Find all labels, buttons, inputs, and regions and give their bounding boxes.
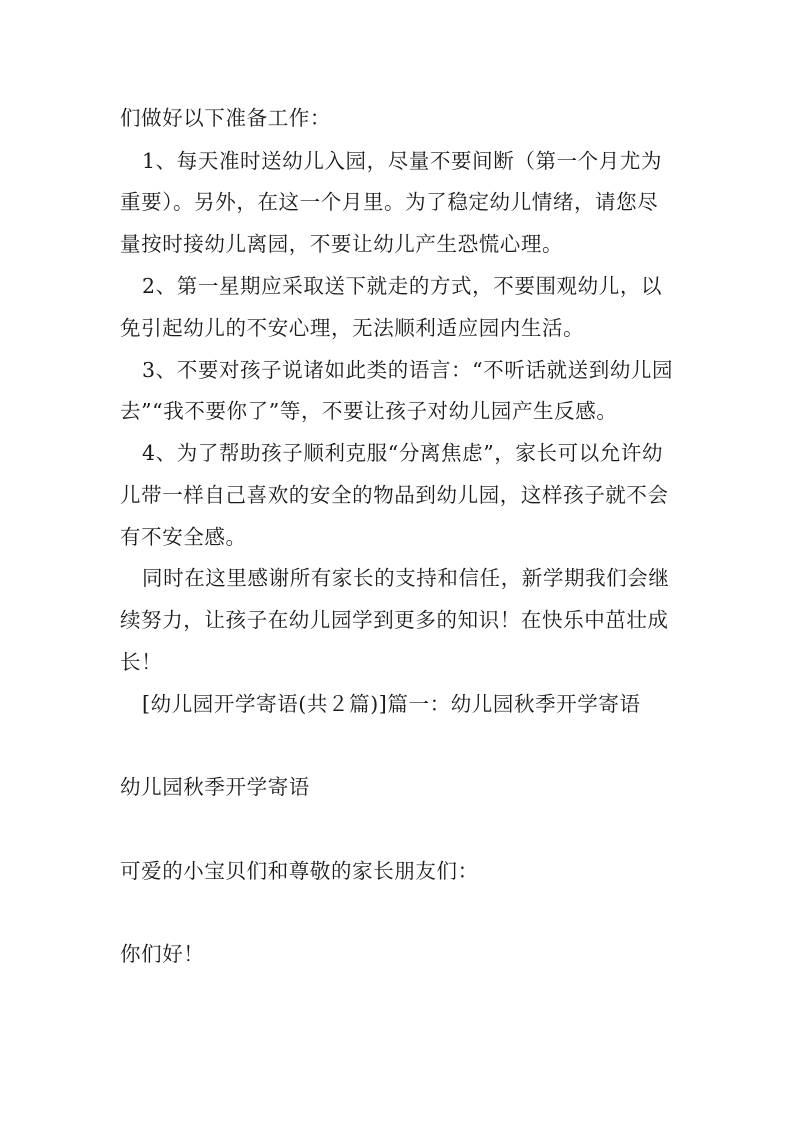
paragraph-line: 们做好以下准备工作： — [120, 106, 331, 130]
salutation: 可爱的小宝贝们和尊敬的家长朋友们： — [120, 859, 479, 883]
article-title: 幼儿园秋季开学寄语 — [120, 775, 310, 799]
closing-paragraph-line: 续努力，让孩子在幼儿园学到更多的知识！在快乐中茁壮成 — [120, 608, 669, 632]
list-item-3-line: 去”“我不要你了”等，不要让孩子对幼儿园产生反感。 — [120, 399, 618, 423]
section-heading: [幼儿园开学寄语(共２篇)]篇一：幼儿园秋季开学寄语 — [142, 692, 641, 716]
list-item-4-line: 有不安全感。 — [120, 525, 247, 549]
list-item-2-line: 免引起幼儿的不安心理，无法顺利适应园内生活。 — [120, 316, 585, 340]
list-item-3-line: 3、不要对孩子说诸如此类的语言：“不听话就送到幼儿园 — [142, 358, 674, 382]
closing-paragraph-line: 同时在这里感谢所有家长的支持和信任，新学期我们会继 — [142, 566, 670, 590]
greeting: 你们好！ — [120, 942, 205, 966]
list-item-1-line: 量按时接幼儿离园，不要让幼儿产生恐慌心理。 — [120, 232, 564, 256]
list-item-2-line: 2、第一星期应采取送下就走的方式，不要围观幼儿，以 — [142, 274, 663, 298]
closing-paragraph-line: 长！ — [120, 650, 163, 674]
list-item-4-line: 4、为了帮助孩子顺利克服“分离焦虑”，家长可以允许幼 — [142, 441, 664, 465]
list-item-1-line: 1、每天准时送幼儿入园，尽量不要间断（第一个月尤为 — [142, 149, 663, 173]
list-item-1-line: 重要）。另外，在这一个月里。为了稳定幼儿情绪，请您尽 — [120, 190, 659, 214]
list-item-4-line: 儿带一样自己喜欢的安全的物品到幼儿园，这样孩子就不会 — [120, 483, 669, 507]
